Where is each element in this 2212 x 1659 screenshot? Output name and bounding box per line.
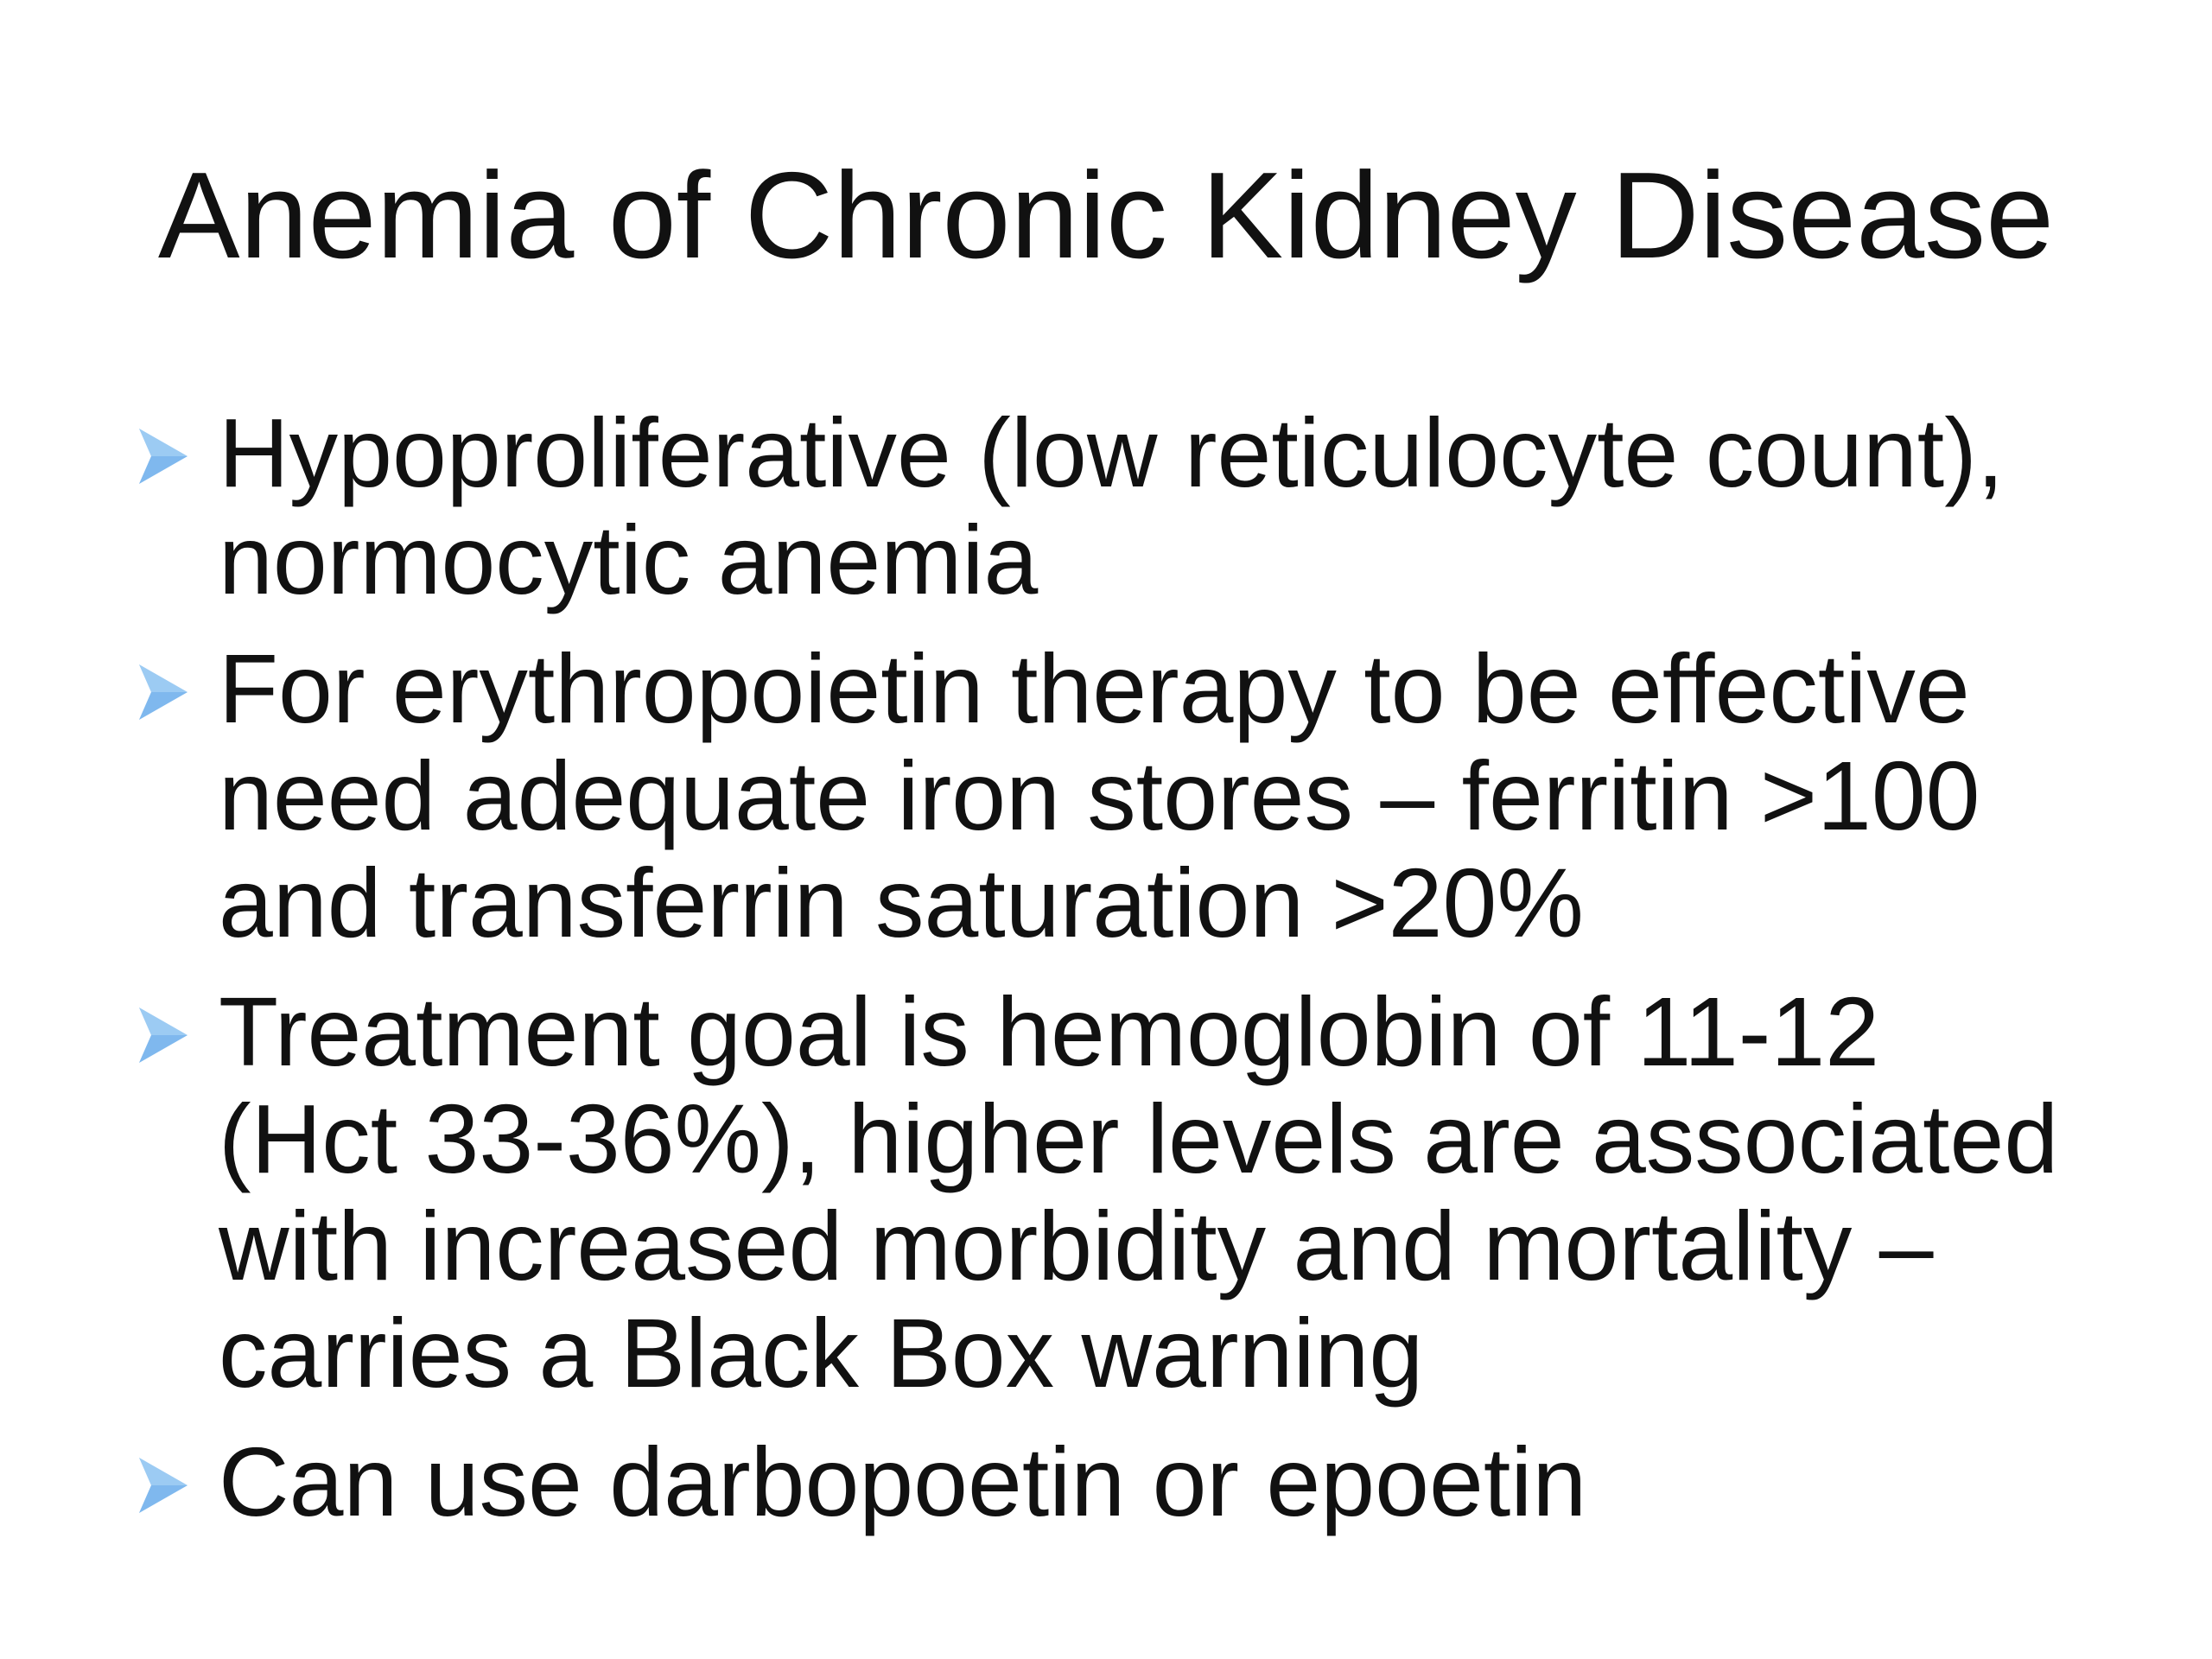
arrowhead-bullet-icon xyxy=(139,429,188,484)
arrowhead-bullet-icon xyxy=(139,1007,188,1063)
bullet-text: Treatment goal is hemoglobin of 11-12 (Hct 33-36%), higher levels are associated with increased morbidity and mortality – carries a Black Box warning xyxy=(219,977,2059,1408)
bullet-text: Hypoproliferative (low reticulocyte count), normocytic anemia xyxy=(219,398,2005,614)
arrowhead-bullet-icon xyxy=(139,1458,188,1513)
bullet-item xyxy=(134,635,2147,957)
bullet-item xyxy=(134,399,2147,613)
bullet-item xyxy=(134,978,2147,1407)
bullet-item xyxy=(134,1428,2147,1535)
bullet-text: For erythropoietin therapy to be effective need adequate iron stores – ferritin >100 and transferrin saturation >20% xyxy=(219,634,1980,957)
bullet-text: Can use darbopoetin or epoetin xyxy=(219,1427,1587,1536)
arrowhead-bullet-icon xyxy=(139,664,188,720)
bullet-list xyxy=(134,399,2147,1557)
slide-title: Anemia of Chronic Kidney Disease xyxy=(157,147,2055,284)
